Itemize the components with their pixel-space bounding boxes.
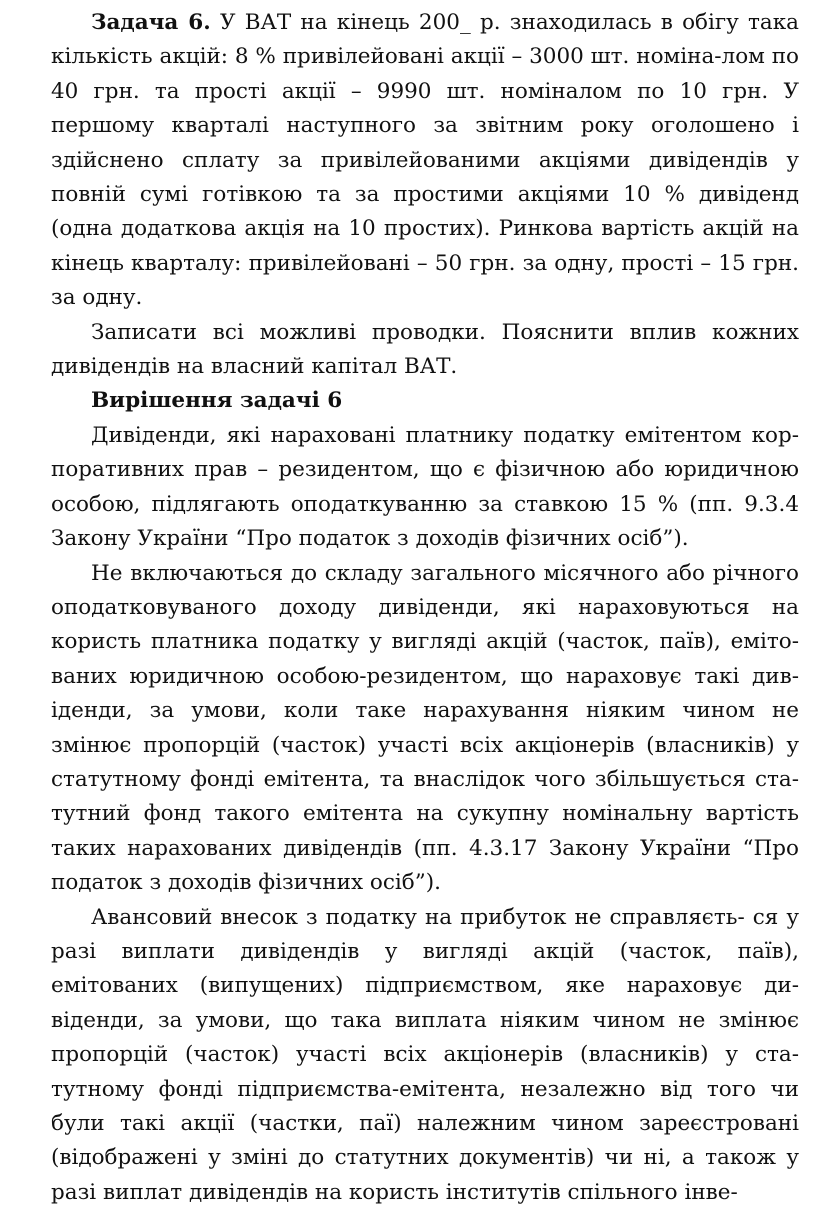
solution-heading: Вирішення задачі 6: [91, 388, 343, 414]
solution-paragraph-2: Не включаються до складу загального місячного або річного оподатковуваного доходу дивіденди, які нараховуються на користь платника податку у вигляді акцій (часток, паїв), емітованих юридичною особою-резидентом, що нараховує такі дивіденди, за умови, коли таке нарахування ніяким чином не змінює пропорцій (часток) участі всіх акціонерів (власників) у статутному фонді емітента, та внаслідок чого збільшується статутний фонд такого емітента на сукупну номінальну вартість таких нарахованих дивідендів (пп. 4.3.17 Закону України “Про податок з доходів фізичних осіб”).: [51, 560, 799, 896]
document-page: [51, 6, 799, 1210]
task-condition: У ВАТ на кінець 200_ р. знаходилась в обігу така кількість акцій: 8 % привілейовані акції – 3000 шт. номіна-лом по 40 грн. та прості акції – 9990 шт. номіналом по 10 грн. У першому кварталі наступного за звітним року оголошено і здійснено сплату за привілейованими акціями дивідендів у повній сумі готівкою та за простими акціями 10 % дивіденд (одна додаткова акція на 10 простих). Ринкова вартість акцій на кінець кварталу: привілейовані – 50 грн. за одну, прості – 15 грн. за одну.: [51, 10, 799, 311]
task-requirement: Записати всі можливі проводки. Пояснити вплив кожних дивідендів на власний капітал ВАТ.: [51, 319, 799, 380]
solution-paragraph-1: Дивіденди, які нараховані платнику податку емітентом корпоративних прав – резидентом, що є фізичною або юридичною особою, підлягають оподаткуванню за ставкою 15 % (пп. 9.3.4 Закону України “Про податок з доходів фізичних осіб”).: [51, 422, 799, 552]
task-paragraph: [51, 6, 799, 316]
task-title: Задача 6.: [91, 10, 211, 35]
solution-paragraph-3: Авансовий внесок з податку на прибуток не справляєть- ся у разі виплати дивідендів у вигляді акцій (часток, паїв), емітованих (випущених) підприємством, яке нараховує дивіденди, за умови, що така виплата ніяким чином не змінює пропорцій (часток) участі всіх акціонерів (власників) у статутному фонді підприємства-емітента, незалежно від того чи були такі акції (частки, паї) належним чином зареєстровані (відображені у зміні до статутних документів) чи ні, а також у разі виплат дивідендів на користь інститутів спільного інве-: [51, 904, 799, 1205]
